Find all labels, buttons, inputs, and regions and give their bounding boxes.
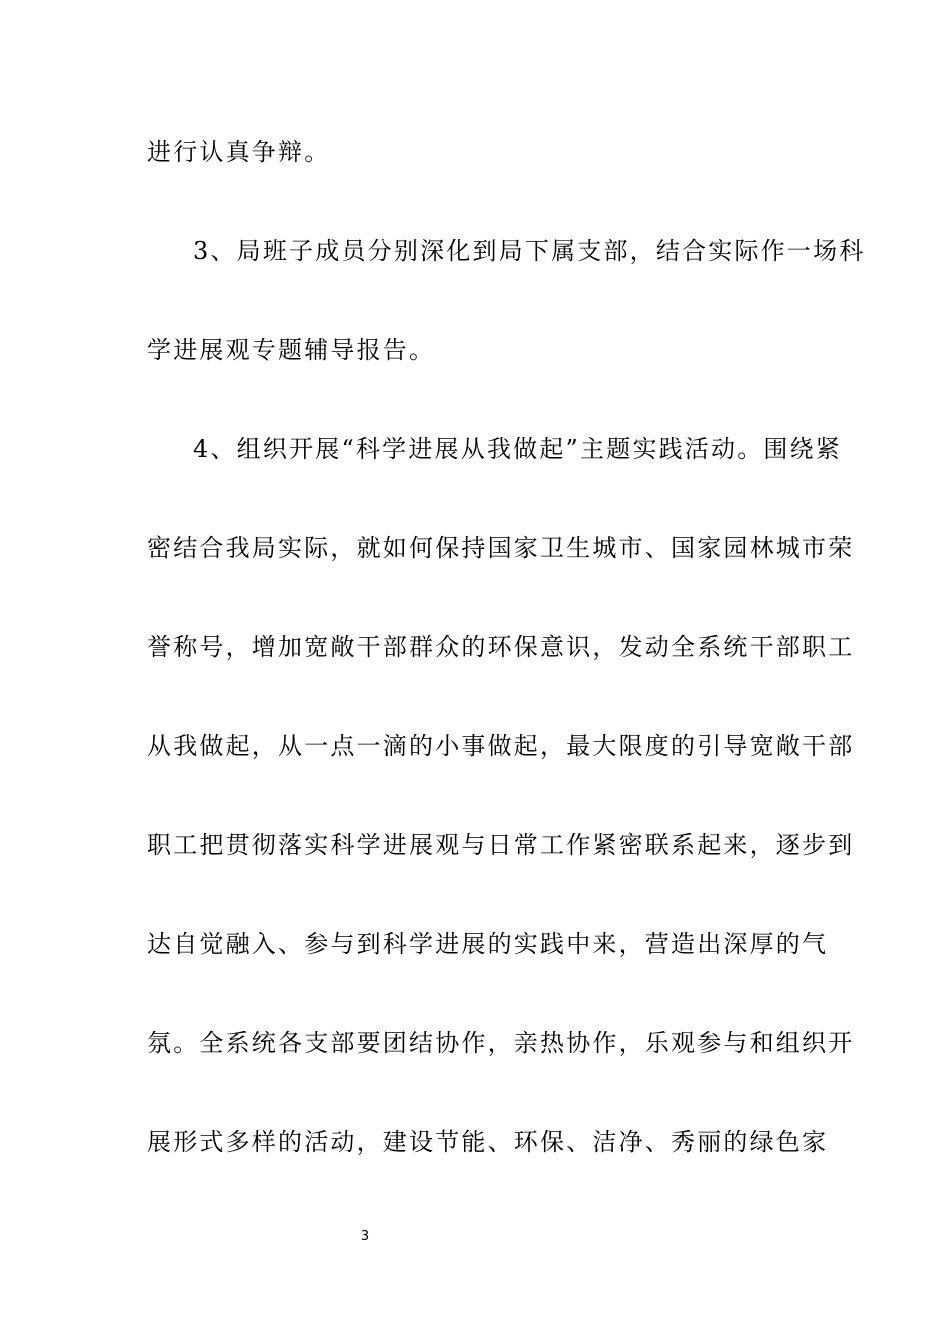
text-line: 展形式多样的活动，建设节能、环保、洁净、秀丽的绿色家 xyxy=(147,1128,829,1156)
page-number: 3 xyxy=(360,1229,370,1244)
text-line: 氛。全系统各支部要团结协作，亲热协作，乐观参与和组织开 xyxy=(147,1029,855,1057)
text-line: 誉称号，增加宽敞干部群众的环保意识，发动全系统干部职工 xyxy=(147,633,855,661)
text-line: 学进展观专题辅导报告。 xyxy=(147,336,436,364)
text-line: 从我做起，从一点一滴的小事做起，最大限度的引导宽敞干部 xyxy=(147,732,855,760)
text-line: 进行认真争辩。 xyxy=(147,138,331,166)
text-line: 职工把贯彻落实科学进展观与日常工作紧密联系起来，逐步到 xyxy=(147,831,855,859)
text-line: 4、组织开展“科学进展从我做起”主题实践活动。围绕紧 xyxy=(193,435,843,463)
text-line: 达自觉融入、参与到科学进展的实践中来，营造出深厚的气 xyxy=(147,930,829,958)
text-line: 密结合我局实际，就如何保持国家卫生城市、国家园林城市荣 xyxy=(147,534,855,562)
text-line: 3、局班子成员分别深化到局下属支部，结合实际作一场科 xyxy=(193,237,866,265)
